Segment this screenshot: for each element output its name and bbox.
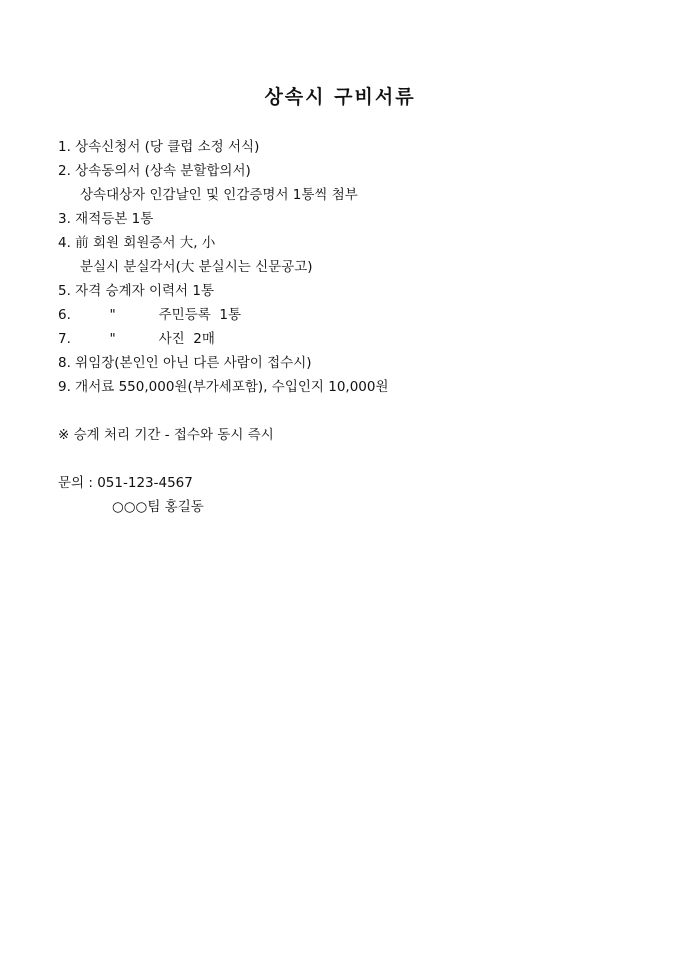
list-item-3: 3. 재적등본 1통 <box>58 211 154 227</box>
list-item-8: 8. 위임장(본인인 아닌 다른 사람이 접수시) <box>58 355 312 371</box>
list-item-2: 2. 상속동의서 (상속 분할합의서) <box>58 163 251 179</box>
list-item-9: 9. 개서료 550,000원(부가세포함), 수입인지 10,000원 <box>58 379 389 395</box>
list-item-2-detail: 상속대상자 인감날인 및 인감증명서 1통씩 첨부 <box>80 187 358 203</box>
processing-notice: ※ 승계 처리 기간 - 접수와 동시 즉시 <box>58 427 274 443</box>
list-item-4-detail: 분실시 분실각서(大 분실시는 신문공고) <box>80 259 313 275</box>
list-item-5: 5. 자격 승계자 이력서 1통 <box>58 283 215 299</box>
list-item-4: 4. 前 회원 회원증서 大, 小 <box>58 235 216 251</box>
list-item-7: 7. " 사진 2매 <box>58 331 215 347</box>
list-item-6: 6. " 주민등록 1통 <box>58 307 242 323</box>
list-item-1: 1. 상속신청서 (당 클럽 소정 서식) <box>58 139 260 155</box>
page-title: 상속시 구비서류 <box>264 86 416 108</box>
contact-line: 문의 : 051-123-4567 <box>58 475 193 491</box>
contact-name: ○○○팀 홍길동 <box>112 499 204 515</box>
